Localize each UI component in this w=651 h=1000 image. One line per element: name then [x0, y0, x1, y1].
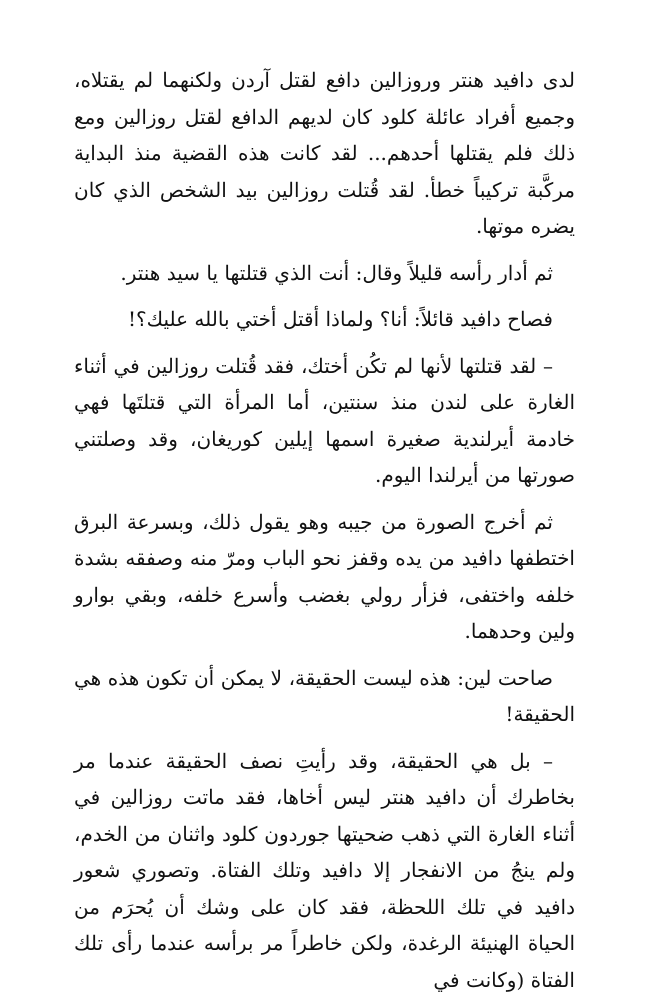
book-page	[74, 62, 575, 1000]
paragraph-3: فصاح دافيد قائلاً: أنا؟ ولماذا أقتل أختي بالله عليك؟!	[127, 307, 553, 331]
paragraph-7: – بل هي الحقيقة، وقد رأيتِ نصف الحقيقة عندما مر بخاطرك أن دافيد هنتر ليس أخاها، فقد ماتت روزالين في أثناء الغارة التي ذهب ضحيتها جوردون كلود واثنان من الخدم، ولم ينجُ من الانفجار إلا دافيد وتلك الفتاة. وتصوري شعور دافيد في تلك اللحظة، فقد كان على وشك أن يُحرَم من الحياة الهنيئة الرغدة، ولكن خاطراً مر برأسه عندما رأى تلك الفتاة (وكانت في	[74, 748, 575, 992]
paragraph-1: لدى دافيد هنتر وروزالين دافع لقتل آردن ولكنهما لم يقتلاه، وجميع أفراد عائلة كلود كان لديهم الدافع لقتل روزالين ومع ذلك فلم يقتلها أحدهم... لقد كانت هذه القضية منذ البداية مركَّبة تركيباً خطأ. لقد قُتلت روزالين بيد الشخص الذي كان يضره موتها.	[74, 68, 575, 238]
paragraph-2: ثم أدار رأسه قليلاً وقال: أنت الذي قتلتها يا سيد هنتر.	[120, 260, 553, 285]
paragraph-6: صاحت لين: هذه ليست الحقيقة، لا يمكن أن تكون هذه هي الحقيقة!	[74, 665, 575, 726]
paragraph-5: ثم أخرج الصورة من جيبه وهو يقول ذلك، وبسرعة البرق اختطفها دافيد من يده وقفز نحو الباب ومرّ منه وصفقه بشدة خلفه واختفى، فزأر رولي بغضب وأسرع خلفه، وبقي بوارو ولين وحدهما.	[74, 509, 575, 643]
paragraph-4: – لقد قتلتها لأنها لم تكُن أختك، فقد قُتلت روزالين في أثناء الغارة على لندن منذ سنتين، أما المرأة التي قتلتَها فهي خادمة أيرلندية صغيرة اسمها إيلين كوريغان، وقد وصلتني صورتها من أيرلندا اليوم.	[74, 353, 575, 487]
